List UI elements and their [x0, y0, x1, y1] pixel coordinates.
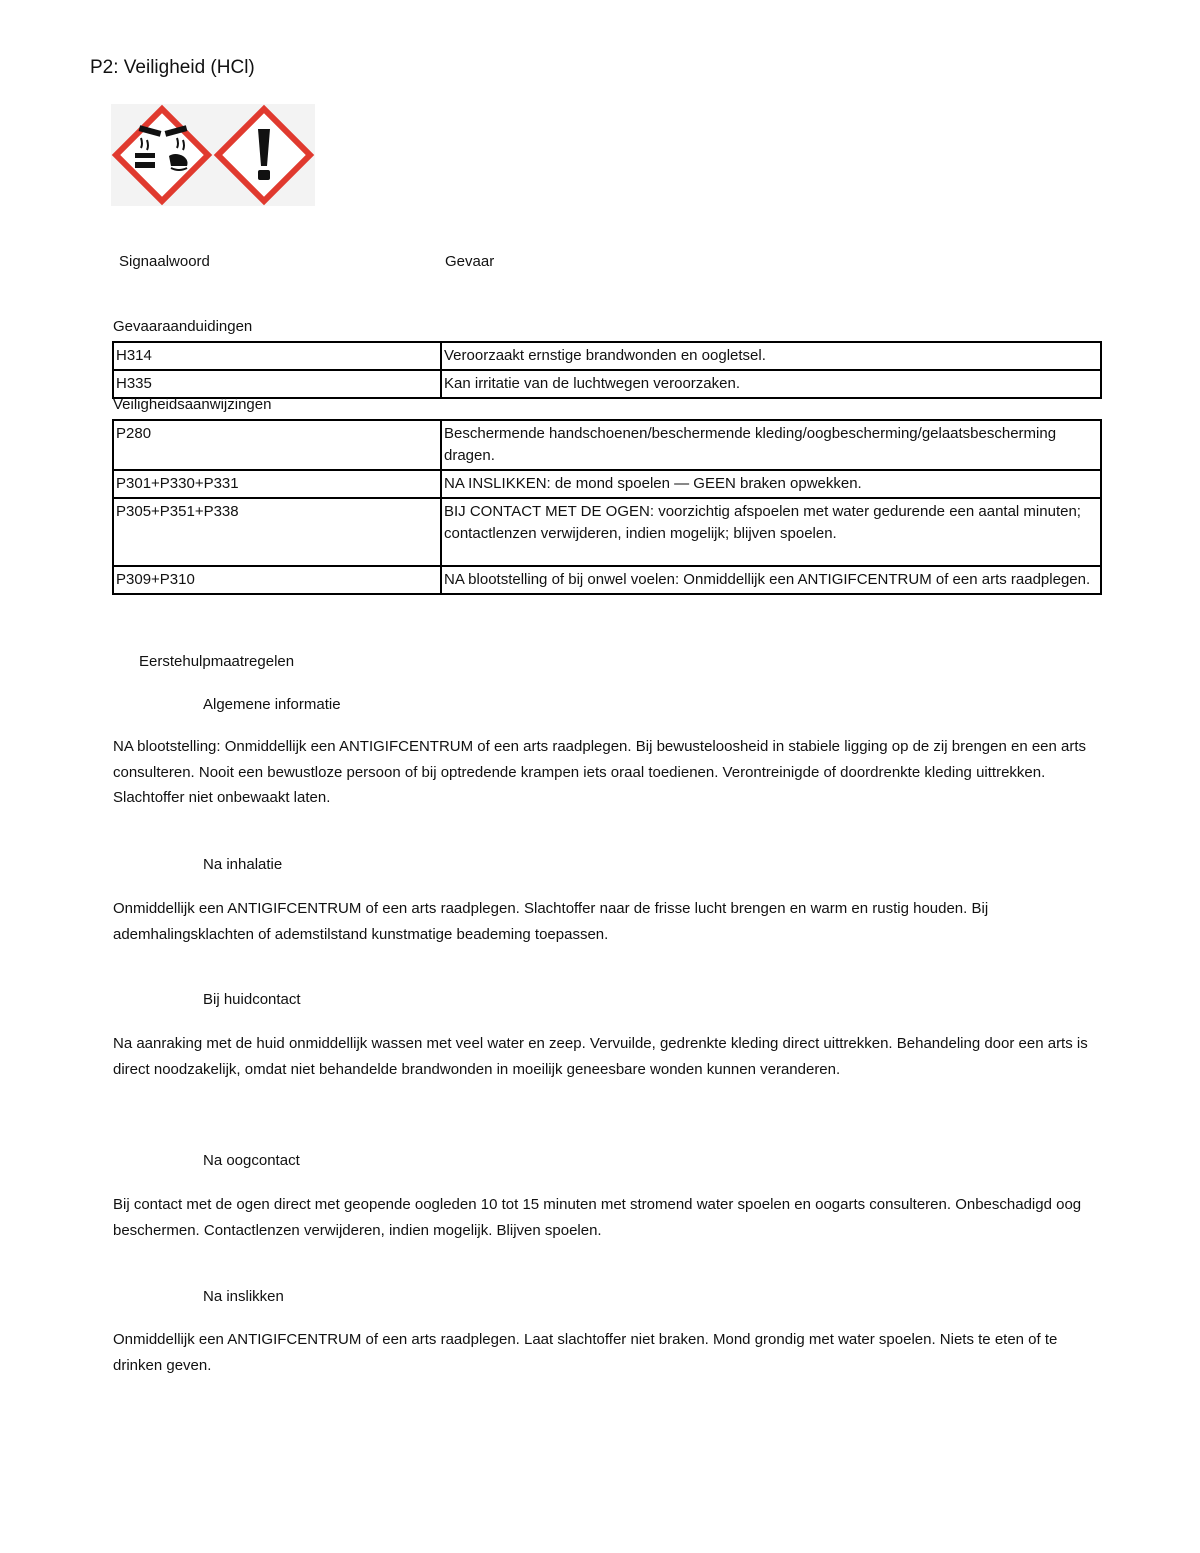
- precaution-code: P280: [113, 420, 441, 470]
- section-heading: Na inhalatie: [203, 856, 283, 873]
- hazard-text: Kan irritatie van de luchtwegen veroorzaken.: [441, 370, 1101, 398]
- section-text: Onmiddellijk een ANTIGIFCENTRUM of een arts raadplegen. Slachtoffer naar de frisse lucht brengen en warm en rustig houden. Bij ademhalingsklachten of ademstilstand kunstmatige beademing toepassen.: [113, 900, 989, 943]
- hazard-code: H335: [113, 370, 441, 398]
- first-aid-title: Eerstehulpmaatregelen: [139, 653, 295, 670]
- section-heading: Na inslikken: [203, 1288, 284, 1305]
- signal-word-value: Gevaar: [445, 253, 495, 270]
- table-row: [113, 566, 1101, 594]
- precaution-text: NA INSLIKKEN: de mond spoelen — GEEN braken opwekken.: [441, 470, 1101, 498]
- section-heading: Bij huidcontact: [203, 991, 301, 1008]
- hazard-statements-label: Gevaaraanduidingen: [113, 318, 253, 335]
- precaution-code: P309+P310: [113, 566, 441, 594]
- table-row: [113, 470, 1101, 498]
- page-title: P2: Veiligheid (HCl): [90, 57, 255, 78]
- signal-word-label: Signaalwoord: [119, 253, 210, 270]
- section-heading: Na oogcontact: [203, 1152, 300, 1169]
- section-heading: Algemene informatie: [203, 696, 341, 713]
- ghs-pictograms: [111, 104, 315, 206]
- section-text: Na aanraking met de huid onmiddellijk wassen met veel water en zeep. Vervuilde, gedrenkte kleding direct uittrekken. Behandeling door een arts is direct noodzakelijk, omdat niet behandelde brandwonden in moeilijk geneesbare wonden kunnen veranderen.: [113, 1035, 1088, 1078]
- section-text: Onmiddellijk een ANTIGIFCENTRUM of een arts raadplegen. Laat slachtoffer niet braken. Mond grondig met water spoelen. Niets te eten of te drinken geven.: [113, 1331, 1058, 1374]
- precaution-text: BIJ CONTACT MET DE OGEN: voorzichtig afspoelen met water gedurende een aantal minuten; contactlenzen verwijderen, indien mogelijk; blijven spoelen.: [441, 498, 1101, 566]
- table-row: [113, 420, 1101, 470]
- precaution-table: [112, 419, 1102, 595]
- table-row: [113, 342, 1101, 370]
- hazard-table: [112, 341, 1102, 399]
- precaution-text: NA blootstelling of bij onwel voelen: Onmiddellijk een ANTIGIFCENTRUM of een arts raadplegen.: [441, 566, 1101, 594]
- table-row: [113, 498, 1101, 566]
- hazard-code: H314: [113, 342, 441, 370]
- precaution-code: P305+P351+P338: [113, 498, 441, 566]
- precautionary-statements-label: Veiligheidsaanwijzingen: [113, 396, 272, 413]
- precaution-code: P301+P330+P331: [113, 470, 441, 498]
- table-row: [113, 370, 1101, 398]
- section-text: NA blootstelling: Onmiddellijk een ANTIGIFCENTRUM of een arts raadplegen. Bij bewusteloosheid in stabiele ligging op de zij brengen en een arts consulteren. Nooit een bewustloze persoon of bij optredende krampen iets oraal toedienen. Verontreinigde of doordrenkte kleding uittrekken. Slachtoffer niet onbewaakt laten.: [113, 738, 1087, 806]
- section-text: Bij contact met de ogen direct met geopende oogleden 10 tot 15 minuten met stromend water spoelen en oogarts consulteren. Onbeschadigd oog beschermen. Contactlenzen verwijderen, indien mogelijk. Blijven spoelen.: [113, 1196, 1082, 1239]
- ghs05-corrosive-icon: [111, 104, 213, 206]
- hazard-text: Veroorzaakt ernstige brandwonden en oogletsel.: [441, 342, 1101, 370]
- ghs07-exclamation-icon: [213, 104, 315, 206]
- precaution-text: Beschermende handschoenen/beschermende kleding/oogbescherming/gelaatsbescherming dragen.: [441, 420, 1101, 470]
